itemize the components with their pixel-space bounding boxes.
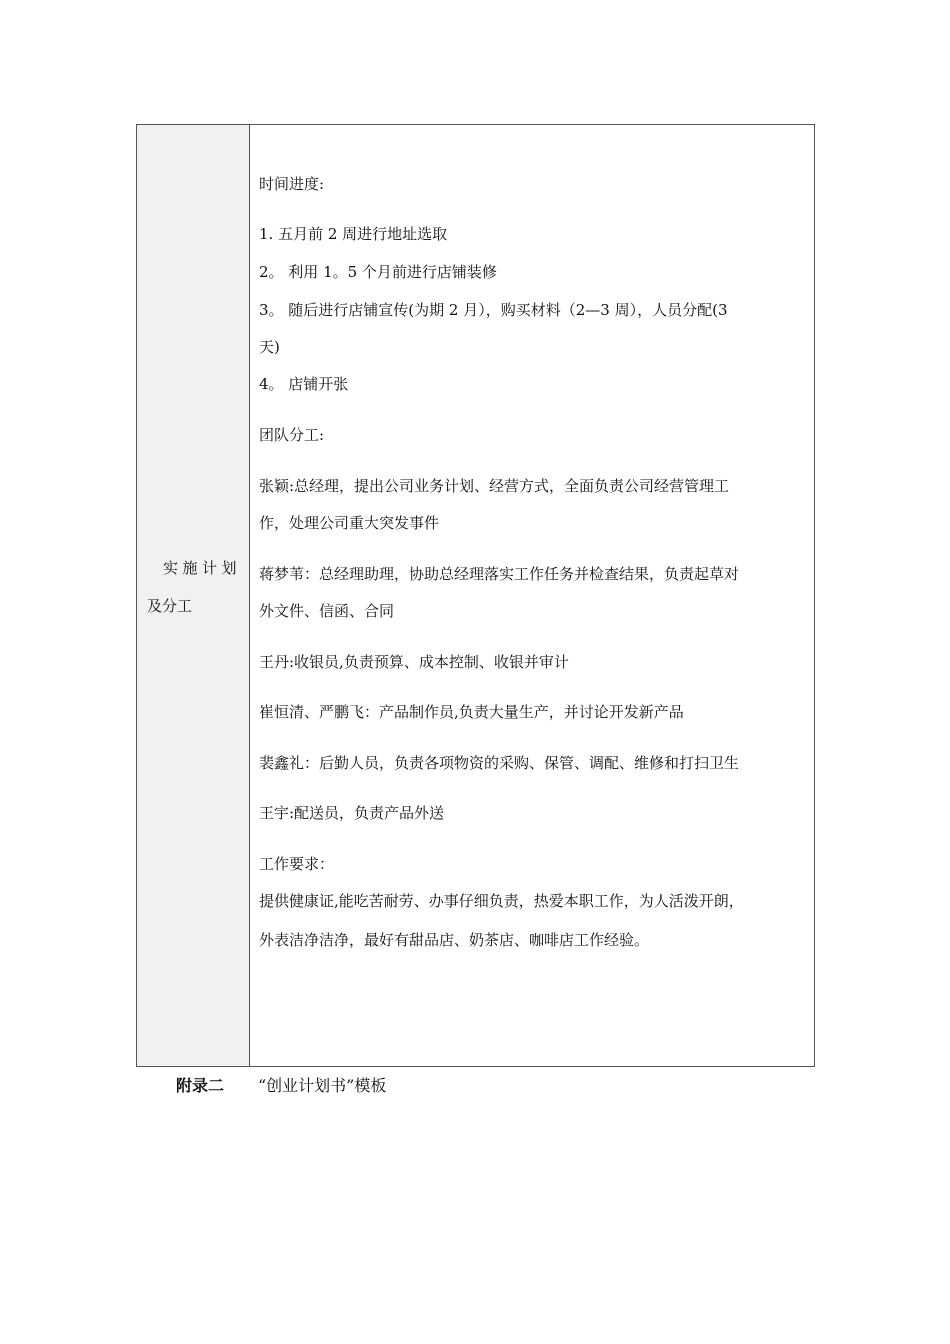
schedule-item-3: 3。 随后进行店铺宣传(为期 2 月），购买材料（2—3 周），人员分配(3 bbox=[259, 301, 728, 319]
team-member-pei: 裴鑫礼：后勤人员，负责各项物资的采购、保管、调配、维修和打扫卫生 bbox=[259, 754, 740, 772]
row-label-line2: 及分工 bbox=[147, 597, 193, 615]
team-member-wang-dan: 王丹:收银员,负责预算、成本控制、收银并审计 bbox=[259, 653, 569, 671]
team-member-jiang-cont: 外文件、信函、合同 bbox=[259, 602, 395, 620]
plan-table bbox=[136, 124, 815, 1067]
appendix-label: 附录二 bbox=[176, 1076, 225, 1095]
requirements-line-1: 提供健康证,能吃苦耐劳、办事仔细负责，热爱本职工作，为人活泼开朗， bbox=[259, 892, 744, 910]
schedule-item-1: 1. 五月前 2 周进行地址选取 bbox=[259, 225, 448, 243]
team-member-jiang: 蒋梦苇：总经理助理，协助总经理落实工作任务并检查结果，负责起草对 bbox=[259, 565, 740, 583]
section-heading-requirements: 工作要求： bbox=[259, 855, 335, 873]
team-member-cui-yan: 崔恒清、严鹏飞：产品制作员,负责大量生产，并讨论开发新产品 bbox=[259, 703, 684, 721]
section-heading-team: 团队分工: bbox=[259, 426, 325, 444]
requirements-line-2: 外表洁净洁净，最好有甜品店、奶茶店、咖啡店工作经验。 bbox=[259, 931, 650, 949]
schedule-item-2: 2。 利用 1。5 个月前进行店铺装修 bbox=[259, 263, 497, 281]
team-member-zhang-cont: 作，处理公司重大突发事件 bbox=[259, 514, 440, 532]
schedule-item-4: 4。 店铺开张 bbox=[259, 375, 349, 393]
team-member-zhang: 张颖:总经理，提出公司业务计划、经营方式，全面负责公司经营管理工 bbox=[259, 477, 730, 495]
content-cell bbox=[250, 125, 814, 1066]
team-member-wang-yu: 王宇:配送员，负责产品外送 bbox=[259, 804, 445, 822]
appendix-title: “创业计划书”模板 bbox=[258, 1076, 387, 1095]
row-label-line1: 实施计划 bbox=[163, 559, 242, 577]
row-label-cell bbox=[137, 125, 250, 1066]
section-heading-schedule: 时间进度: bbox=[259, 175, 325, 193]
schedule-item-3-cont: 天) bbox=[259, 338, 280, 356]
